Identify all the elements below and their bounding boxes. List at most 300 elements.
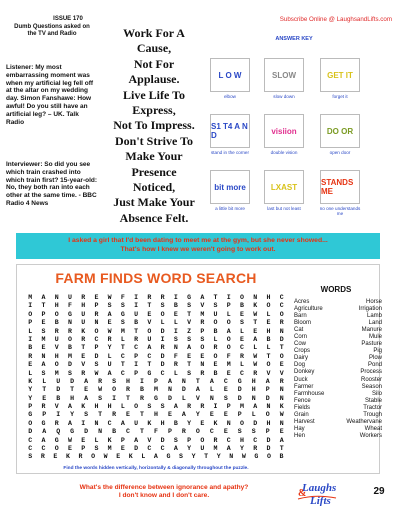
grid-letter[interactable]: T <box>140 411 144 419</box>
grid-letter[interactable]: M <box>200 310 205 318</box>
grid-letter[interactable]: R <box>81 369 86 377</box>
grid-letter[interactable]: D <box>279 335 284 343</box>
grid-letter[interactable]: V <box>187 319 192 327</box>
grid-letter[interactable]: C <box>41 445 46 453</box>
grid-letter[interactable]: B <box>67 344 72 352</box>
grid-letter[interactable]: L <box>226 310 231 318</box>
grid-letter[interactable]: V <box>279 369 284 377</box>
grid-letter[interactable]: H <box>266 294 271 301</box>
grid-letter[interactable]: T <box>195 377 200 385</box>
grid-letter[interactable]: B <box>213 327 218 335</box>
grid-letter[interactable]: K <box>253 302 258 310</box>
grid-letter[interactable]: O <box>266 361 271 369</box>
grid-letter[interactable]: R <box>200 319 205 327</box>
grid-letter[interactable]: R <box>81 335 86 343</box>
grid-letter[interactable]: L <box>94 436 99 444</box>
grid-letter[interactable]: D <box>94 352 99 360</box>
grid-letter[interactable]: R <box>81 294 86 301</box>
grid-letter[interactable]: A <box>265 377 270 385</box>
grid-letter[interactable]: C <box>160 445 165 453</box>
grid-letter[interactable]: F <box>120 294 125 301</box>
grid-letter[interactable]: E <box>84 386 89 394</box>
grid-letter[interactable]: M <box>153 386 158 394</box>
grid-letter[interactable]: O <box>28 310 33 318</box>
grid-letter[interactable]: O <box>240 294 244 301</box>
grid-letter[interactable]: C <box>240 369 244 377</box>
grid-letter[interactable]: H <box>251 386 256 394</box>
grid-letter[interactable]: E <box>200 419 205 427</box>
grid-letter[interactable]: E <box>67 445 72 453</box>
grid-letter[interactable]: I <box>173 327 178 335</box>
grid-letter[interactable]: T <box>213 294 218 301</box>
grid-letter[interactable]: H <box>126 377 131 385</box>
grid-letter[interactable]: O <box>240 419 244 427</box>
grid-letter[interactable]: I <box>173 294 178 301</box>
grid-letter[interactable]: O <box>226 319 231 327</box>
grid-letter[interactable]: B <box>112 428 117 436</box>
grid-letter[interactable]: H <box>266 327 271 335</box>
grid-letter[interactable]: C <box>279 294 284 301</box>
grid-letter[interactable]: N <box>226 419 231 427</box>
grid-letter[interactable]: G <box>187 294 192 301</box>
grid-letter[interactable]: Y <box>28 386 33 394</box>
grid-letter[interactable]: A <box>147 344 152 352</box>
grid-letter[interactable]: R <box>279 319 284 327</box>
grid-letter[interactable]: H <box>54 352 59 360</box>
grid-letter[interactable]: K <box>279 403 284 411</box>
grid-letter[interactable]: B <box>54 319 59 327</box>
grid-letter[interactable]: E <box>81 352 86 360</box>
grid-letter[interactable]: K <box>107 436 112 444</box>
grid-letter[interactable]: R <box>140 394 144 402</box>
grid-letter[interactable]: E <box>187 352 192 360</box>
grid-letter[interactable]: A <box>226 327 231 335</box>
grid-letter[interactable]: N <box>279 419 284 427</box>
grid-letter[interactable]: T <box>120 344 125 352</box>
grid-letter[interactable]: A <box>67 419 72 427</box>
grid-letter[interactable]: E <box>94 294 99 301</box>
grid-letter[interactable]: S <box>173 436 178 444</box>
grid-letter[interactable]: T <box>98 411 103 419</box>
grid-letter[interactable]: R <box>253 445 258 453</box>
grid-letter[interactable]: G <box>147 369 152 377</box>
grid-letter[interactable]: R <box>40 453 45 461</box>
grid-letter[interactable]: O <box>28 419 33 427</box>
grid-letter[interactable]: Y <box>216 453 221 461</box>
grid-letter[interactable]: D <box>70 377 75 385</box>
grid-letter[interactable]: I <box>28 302 33 310</box>
grid-letter[interactable]: C <box>94 335 99 343</box>
grid-letter[interactable]: C <box>147 445 152 453</box>
grid-letter[interactable]: O <box>266 302 271 310</box>
grid-letter[interactable]: H <box>70 394 75 402</box>
grid-letter[interactable]: W <box>98 386 103 394</box>
grid-letter[interactable]: A <box>200 294 205 301</box>
grid-letter[interactable]: E <box>116 453 121 461</box>
grid-letter[interactable]: F <box>67 302 72 310</box>
grid-letter[interactable]: Y <box>191 453 196 461</box>
grid-letter[interactable]: O <box>91 453 96 461</box>
grid-letter[interactable]: H <box>251 377 256 385</box>
grid-letter[interactable]: D <box>84 428 89 436</box>
grid-letter[interactable]: G <box>254 453 259 461</box>
grid-letter[interactable]: R <box>147 294 152 301</box>
grid-letter[interactable]: L <box>160 319 165 327</box>
grid-letter[interactable]: I <box>160 335 165 343</box>
grid-letter[interactable]: I <box>213 403 218 411</box>
grid-letter[interactable]: S <box>94 361 99 369</box>
grid-letter[interactable]: R <box>54 419 59 427</box>
grid-letter[interactable]: M <box>120 327 125 335</box>
grid-letter[interactable]: Y <box>70 411 75 419</box>
grid-letter[interactable]: A <box>195 386 200 394</box>
grid-letter[interactable]: S <box>98 394 103 402</box>
grid-letter[interactable]: R <box>160 294 165 301</box>
grid-letter[interactable]: O <box>134 403 139 411</box>
grid-letter[interactable]: Y <box>28 394 33 402</box>
grid-letter[interactable]: R <box>173 361 178 369</box>
grid-letter[interactable]: F <box>153 428 158 436</box>
grid-letter[interactable]: V <box>266 369 271 377</box>
grid-letter[interactable]: R <box>240 352 244 360</box>
grid-letter[interactable]: T <box>279 344 284 352</box>
grid-letter[interactable]: I <box>134 302 139 310</box>
grid-letter[interactable]: A <box>209 377 214 385</box>
grid-letter[interactable]: D <box>266 445 271 453</box>
grid-letter[interactable]: I <box>134 361 139 369</box>
grid-letter[interactable]: O <box>112 386 117 394</box>
grid-letter[interactable]: T <box>187 361 192 369</box>
grid-letter[interactable]: C <box>240 344 244 352</box>
grid-letter[interactable]: C <box>253 436 258 444</box>
grid-letter[interactable]: E <box>223 411 228 419</box>
grid-letter[interactable]: E <box>223 428 228 436</box>
grid-letter[interactable]: V <box>54 344 59 352</box>
grid-letter[interactable]: D <box>160 361 165 369</box>
grid-letter[interactable]: U <box>67 294 72 301</box>
grid-letter[interactable]: E <box>81 436 86 444</box>
grid-letter[interactable]: A <box>173 403 178 411</box>
grid-letter[interactable]: G <box>54 436 59 444</box>
grid-letter[interactable]: O <box>265 411 270 419</box>
grid-letter[interactable]: S <box>41 327 46 335</box>
grid-letter[interactable]: R <box>94 310 99 318</box>
grid-letter[interactable]: A <box>253 403 258 411</box>
grid-letter[interactable]: P <box>134 352 139 360</box>
grid-letter[interactable]: W <box>67 436 72 444</box>
grid-letter[interactable]: E <box>147 310 152 318</box>
grid-letter[interactable]: I <box>56 411 61 419</box>
grid-letter[interactable]: B <box>279 453 284 461</box>
grid-letter[interactable]: T <box>134 327 139 335</box>
grid-letter[interactable]: R <box>78 453 83 461</box>
grid-letter[interactable]: I <box>226 294 231 301</box>
grid-letter[interactable]: L <box>251 411 256 419</box>
grid-letter[interactable]: R <box>98 377 103 385</box>
grid-letter[interactable]: N <box>266 403 271 411</box>
grid-letter[interactable]: E <box>107 319 112 327</box>
grid-letter[interactable]: U <box>147 335 152 343</box>
grid-letter[interactable]: R <box>54 327 59 335</box>
grid-letter[interactable]: I <box>140 377 144 385</box>
grid-letter[interactable]: N <box>229 453 234 461</box>
grid-letter[interactable]: B <box>266 335 271 343</box>
grid-letter[interactable]: H <box>81 302 86 310</box>
grid-letter[interactable]: W <box>241 453 246 461</box>
grid-letter[interactable]: N <box>54 294 59 301</box>
grid-letter[interactable]: O <box>195 428 200 436</box>
grid-letter[interactable]: Y <box>187 419 192 427</box>
grid-letter[interactable]: P <box>226 302 231 310</box>
grid-letter[interactable]: O <box>54 361 59 369</box>
grid-letter[interactable]: N <box>209 394 214 402</box>
grid-letter[interactable]: A <box>67 403 72 411</box>
grid-letter[interactable]: E <box>200 352 205 360</box>
grid-letter[interactable]: C <box>134 344 139 352</box>
grid-letter[interactable]: A <box>226 445 231 453</box>
grid-letter[interactable]: E <box>173 310 178 318</box>
grid-letter[interactable]: W <box>253 310 258 318</box>
grid-letter[interactable]: E <box>240 335 244 343</box>
grid-letter[interactable]: P <box>28 403 33 411</box>
grid-letter[interactable]: E <box>126 411 131 419</box>
grid-letter[interactable]: R <box>107 335 112 343</box>
grid-letter[interactable]: H <box>160 419 165 427</box>
grid-letter[interactable]: S <box>173 335 178 343</box>
grid-letter[interactable]: P <box>94 344 99 352</box>
grid-letter[interactable]: P <box>167 428 172 436</box>
grid-letter[interactable]: D <box>56 386 61 394</box>
grid-letter[interactable]: C <box>209 428 214 436</box>
grid-letter[interactable]: W <box>279 411 284 419</box>
grid-letter[interactable]: A <box>84 377 89 385</box>
grid-letter[interactable]: V <box>54 403 59 411</box>
grid-letter[interactable]: R <box>67 327 72 335</box>
grid-letter[interactable]: U <box>213 310 218 318</box>
grid-letter[interactable]: T <box>140 428 144 436</box>
grid-letter[interactable]: W <box>94 369 99 377</box>
grid-letter[interactable]: D <box>237 386 242 394</box>
grid-letter[interactable]: L <box>266 310 271 318</box>
grid-letter[interactable]: I <box>112 394 117 402</box>
grid-letter[interactable]: F <box>226 352 231 360</box>
grid-letter[interactable]: L <box>42 377 47 385</box>
grid-letter[interactable]: C <box>120 369 125 377</box>
grid-letter[interactable]: T <box>266 352 271 360</box>
grid-letter[interactable]: O <box>213 319 218 327</box>
grid-letter[interactable]: N <box>173 344 178 352</box>
grid-letter[interactable]: L <box>173 319 178 327</box>
grid-letter[interactable]: G <box>120 310 125 318</box>
grid-letter[interactable]: A <box>42 428 47 436</box>
grid-letter[interactable]: E <box>240 310 244 318</box>
grid-letter[interactable]: N <box>94 319 99 327</box>
grid-letter[interactable]: U <box>54 335 59 343</box>
grid-letter[interactable]: G <box>67 310 72 318</box>
grid-letter[interactable]: H <box>94 403 99 411</box>
grid-letter[interactable]: S <box>41 369 46 377</box>
grid-letter[interactable]: S <box>112 377 117 385</box>
grid-letter[interactable]: L <box>28 369 33 377</box>
grid-letter[interactable]: T <box>147 302 152 310</box>
grid-letter[interactable]: R <box>200 369 205 377</box>
grid-letter[interactable]: P <box>200 327 205 335</box>
grid-letter[interactable]: M <box>41 335 46 343</box>
grid-letter[interactable]: O <box>226 344 231 352</box>
grid-letter[interactable]: R <box>187 403 192 411</box>
grid-letter[interactable]: L <box>173 369 178 377</box>
grid-letter[interactable]: N <box>94 419 99 427</box>
grid-letter[interactable]: P <box>81 445 86 453</box>
grid-letter[interactable]: L <box>120 335 125 343</box>
grid-letter[interactable]: T <box>70 386 75 394</box>
grid-letter[interactable]: E <box>213 361 218 369</box>
grid-letter[interactable]: O <box>279 352 284 360</box>
grid-letter[interactable]: V <box>147 436 152 444</box>
grid-letter[interactable]: L <box>266 344 271 352</box>
grid-letter[interactable]: S <box>160 302 165 310</box>
grid-letter[interactable]: L <box>209 386 214 394</box>
grid-letter[interactable]: N <box>41 352 46 360</box>
grid-letter[interactable]: B <box>173 419 178 427</box>
grid-letter[interactable]: T <box>42 386 47 394</box>
grid-letter[interactable]: K <box>81 403 86 411</box>
grid-letter[interactable]: U <box>134 310 139 318</box>
grid-letter[interactable]: H <box>240 436 244 444</box>
grid-letter[interactable]: W <box>107 327 112 335</box>
grid-letter[interactable]: V <box>195 394 200 402</box>
grid-letter[interactable]: D <box>28 428 33 436</box>
grid-letter[interactable]: E <box>41 344 46 352</box>
grid-letter[interactable]: P <box>41 310 46 318</box>
grid-letter[interactable]: C <box>120 352 125 360</box>
grid-letter[interactable]: O <box>200 344 205 352</box>
grid-letter[interactable]: T <box>126 394 131 402</box>
grid-letter[interactable]: B <box>28 344 33 352</box>
grid-letter[interactable]: D <box>237 394 242 402</box>
grid-letter[interactable]: C <box>226 436 231 444</box>
grid-letter[interactable]: O <box>200 436 205 444</box>
grid-letter[interactable]: B <box>134 319 139 327</box>
grid-letter[interactable]: G <box>166 453 171 461</box>
grid-letter[interactable]: M <box>54 369 59 377</box>
grid-letter[interactable]: H <box>153 411 158 419</box>
grid-letter[interactable]: R <box>213 344 218 352</box>
grid-letter[interactable]: D <box>160 436 165 444</box>
grid-letter[interactable]: B <box>56 394 61 402</box>
subscribe-link[interactable]: Subscribe Online @ LaughsandLifts.com <box>279 16 392 23</box>
grid-letter[interactable]: O <box>213 352 218 360</box>
grid-letter[interactable]: M <box>213 445 218 453</box>
grid-letter[interactable]: V <box>81 361 86 369</box>
grid-letter[interactable]: G <box>70 428 75 436</box>
grid-letter[interactable]: B <box>140 386 144 394</box>
grid-letter[interactable]: L <box>107 352 112 360</box>
grid-letter[interactable]: M <box>107 445 112 453</box>
grid-letter[interactable]: R <box>160 344 165 352</box>
grid-letter[interactable]: P <box>28 319 33 327</box>
grid-letter[interactable]: R <box>112 411 117 419</box>
grid-letter[interactable]: V <box>147 319 152 327</box>
grid-letter[interactable]: C <box>160 369 165 377</box>
grid-letter[interactable]: A <box>120 419 125 427</box>
grid-letter[interactable]: S <box>28 453 33 461</box>
grid-letter[interactable]: A <box>253 335 258 343</box>
grid-letter[interactable]: L <box>141 453 146 461</box>
grid-letter[interactable]: S <box>240 319 244 327</box>
grid-letter[interactable]: R <box>41 403 46 411</box>
grid-letter[interactable]: N <box>200 361 205 369</box>
grid-letter[interactable]: C <box>147 352 152 360</box>
grid-letter[interactable]: V <box>200 302 205 310</box>
grid-letter[interactable]: D <box>266 436 271 444</box>
grid-letter[interactable]: G <box>41 419 46 427</box>
grid-letter[interactable]: G <box>153 394 158 402</box>
grid-letter[interactable]: S <box>213 302 218 310</box>
grid-letter[interactable]: E <box>253 327 258 335</box>
grid-letter[interactable]: S <box>200 335 205 343</box>
grid-letter[interactable]: K <box>147 419 152 427</box>
grid-letter[interactable]: S <box>251 428 256 436</box>
grid-letter[interactable]: T <box>147 361 152 369</box>
grid-letter[interactable]: N <box>253 294 258 301</box>
grid-letter[interactable]: K <box>213 419 218 427</box>
grid-letter[interactable]: A <box>279 436 284 444</box>
grid-letter[interactable]: S <box>179 453 183 461</box>
grid-letter[interactable]: C <box>28 436 33 444</box>
grid-letter[interactable]: T <box>204 453 209 461</box>
grid-letter[interactable]: A <box>153 453 158 461</box>
grid-letter[interactable]: E <box>42 394 47 402</box>
grid-letter[interactable]: E <box>266 319 271 327</box>
grid-letter[interactable]: L <box>240 361 244 369</box>
grid-letter[interactable]: E <box>209 411 214 419</box>
grid-letter[interactable]: B <box>213 369 218 377</box>
grid-letter[interactable]: N <box>167 386 172 394</box>
grid-letter[interactable]: N <box>67 319 72 327</box>
grid-letter[interactable]: W <box>253 361 258 369</box>
grid-letter[interactable]: Z <box>187 327 192 335</box>
grid-letter[interactable]: S <box>67 369 72 377</box>
grid-letter[interactable]: S <box>84 411 89 419</box>
grid-letter[interactable]: S <box>187 302 192 310</box>
grid-letter[interactable]: N <box>251 394 256 402</box>
grid-letter[interactable]: R <box>28 352 33 360</box>
grid-letter[interactable]: C <box>279 302 284 310</box>
grid-letter[interactable]: L <box>213 335 218 343</box>
grid-letter[interactable]: C <box>107 419 112 427</box>
grid-letter[interactable]: M <box>240 403 244 411</box>
grid-letter[interactable]: A <box>41 361 46 369</box>
grid-letter[interactable]: E <box>28 361 33 369</box>
grid-letter[interactable]: P <box>94 302 99 310</box>
grid-letter[interactable]: S <box>187 369 192 377</box>
grid-letter[interactable]: E <box>279 361 284 369</box>
grid-letter[interactable]: W <box>107 294 112 301</box>
grid-letter[interactable]: O <box>160 310 165 318</box>
grid-letter[interactable]: H <box>266 419 271 427</box>
grid-letter[interactable]: A <box>187 344 192 352</box>
grid-letter[interactable]: P <box>265 386 270 394</box>
grid-letter[interactable]: L <box>253 344 258 352</box>
grid-letter[interactable]: D <box>160 352 165 360</box>
grid-letter[interactable]: Q <box>56 428 61 436</box>
grid-letter[interactable]: L <box>28 327 33 335</box>
grid-letter[interactable]: Y <box>240 445 244 453</box>
grid-letter[interactable]: U <box>81 319 86 327</box>
grid-letter[interactable]: S <box>160 403 165 411</box>
grid-letter[interactable]: E <box>120 445 125 453</box>
